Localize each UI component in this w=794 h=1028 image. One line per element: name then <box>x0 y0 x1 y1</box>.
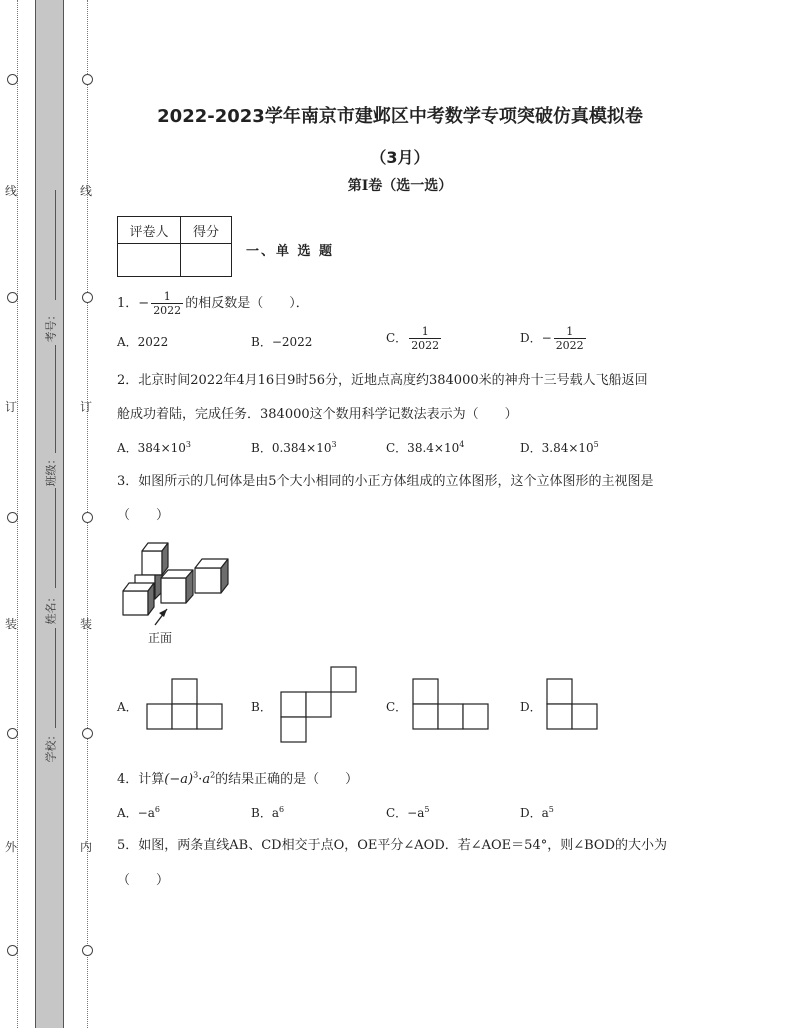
q3-option-a-label[interactable]: A． <box>117 700 138 714</box>
q2-option-c-text: C．38.4×10 <box>386 441 460 455</box>
front-view-label: 正面 <box>148 631 173 645</box>
q2-option-c-exp: 4 <box>459 440 465 449</box>
q2-option-d[interactable] <box>520 439 599 456</box>
q4-exp1: 3 <box>193 770 199 780</box>
binding-char-xian-outer: 线 <box>5 184 18 198</box>
q4-option-b[interactable] <box>251 804 284 821</box>
field-underline-school[interactable] <box>55 628 56 728</box>
binding-char-wai: 外 <box>5 840 18 854</box>
binding-char-zhuang-inner: 装 <box>80 617 93 631</box>
q3-option-d-figure[interactable] <box>545 677 600 732</box>
binding-char-ding-outer: 订 <box>5 400 18 414</box>
q3-option-c-figure[interactable] <box>411 677 491 732</box>
q4-option-d-text: D．a <box>520 806 549 820</box>
field-underline-class[interactable] <box>55 345 56 453</box>
q3-option-d-label[interactable]: D． <box>520 700 542 714</box>
q2-option-b-exp: 3 <box>331 440 337 449</box>
binding-hole <box>82 512 93 523</box>
q1-option-c-den: 2022 <box>411 339 440 352</box>
question-2-line-2: 舱成功着陆，完成任务．384000这个数用科学记数法表示为（ ） <box>117 407 518 422</box>
question-3-line-2: （ ） <box>117 508 170 523</box>
q2-option-b[interactable] <box>251 439 337 456</box>
q1-option-d-den: 2022 <box>555 339 584 352</box>
field-underline-name[interactable] <box>55 488 56 588</box>
q3-option-c-label[interactable]: C． <box>386 700 408 714</box>
question-1 <box>117 290 309 317</box>
question-5-line-2: （ ） <box>117 873 170 888</box>
q4-a2: a <box>202 772 211 787</box>
q4-option-c-text: C．−a <box>386 806 425 820</box>
section-title: 一、单 选 题 <box>246 244 335 259</box>
cube-center-front <box>161 578 186 603</box>
binding-hole <box>82 728 93 739</box>
q1-option-c-label: C． <box>386 331 408 345</box>
q3-option-a-figure[interactable] <box>145 677 225 732</box>
q4-option-d[interactable] <box>520 804 554 821</box>
q1-option-c-num: 1 <box>409 325 441 339</box>
binding-char-ding-inner: 订 <box>80 400 93 414</box>
q4-option-b-exp: 6 <box>278 805 285 814</box>
score-table-grader-cell[interactable] <box>118 244 181 277</box>
q2-option-a[interactable] <box>117 439 191 456</box>
exam-title: 2022-2023学年南京市建邺区中考数学专项突破仿真模拟卷 <box>157 106 643 127</box>
q1-option-b[interactable]: B．−2022 <box>251 335 313 349</box>
binding-char-nei: 内 <box>80 840 93 854</box>
q2-option-a-exp: 3 <box>185 440 191 449</box>
q4-dot: · <box>198 772 203 787</box>
question-2-line-1: 2．北京时间2022年4月16日9时56分，近地点高度约384000米的神舟十三号载人飞船返回 <box>117 373 648 388</box>
q4-option-b-text: B．a <box>251 806 279 820</box>
q4-option-c[interactable] <box>386 804 430 821</box>
q4-expr: (−a) <box>164 772 194 787</box>
binding-char-zhuang-outer: 装 <box>5 617 18 631</box>
cube-top-front <box>142 551 162 575</box>
binding-hole <box>7 945 18 956</box>
q2-option-d-exp: 5 <box>593 440 599 449</box>
field-underline-exam-number[interactable] <box>55 190 56 300</box>
q1-option-d-frac <box>554 325 586 352</box>
q1-stem-suffix: 的相反数是（ ）． <box>185 296 309 311</box>
score-table-header-grader: 评卷人 <box>118 217 181 244</box>
cube-right-front <box>195 568 221 593</box>
binding-char-xian-inner: 线 <box>80 184 93 198</box>
q1-option-a[interactable]: A．2022 <box>117 335 169 349</box>
q2-option-b-text: B．0.384×10 <box>251 441 332 455</box>
exam-subtitle: （3月） <box>370 148 430 167</box>
q2-option-c[interactable] <box>386 439 464 456</box>
score-table-score-cell[interactable] <box>181 244 232 277</box>
q3-cube-figure <box>115 535 245 650</box>
q2-option-a-text: A．384×10 <box>117 441 186 455</box>
q3-option-b-label[interactable]: B． <box>251 700 272 714</box>
field-label-school: 学校： <box>44 729 58 763</box>
q1-option-d-num: 1 <box>554 325 586 339</box>
binding-hole <box>7 728 18 739</box>
q4-option-c-exp: 5 <box>424 805 430 814</box>
q1-option-d-label: D．− <box>520 331 552 345</box>
q1-option-d[interactable] <box>520 325 588 352</box>
q4-option-a-text: A．−a <box>117 806 155 820</box>
score-table <box>117 216 232 277</box>
q1-option-c-frac <box>409 325 441 352</box>
q4-option-a[interactable] <box>117 804 160 821</box>
q1-number: 1． <box>117 296 139 311</box>
question-4 <box>117 768 358 787</box>
binding-hole <box>7 292 18 303</box>
q4-prefix: 4．计算 <box>117 772 165 787</box>
q4-option-a-exp: 6 <box>154 805 160 814</box>
field-label-exam-number: 考号： <box>44 309 58 343</box>
binding-hole <box>82 945 93 956</box>
binding-hole <box>82 74 93 85</box>
q1-frac-den: 2022 <box>153 304 182 317</box>
binding-band-edge-right <box>63 0 64 1028</box>
field-label-name: 姓名： <box>44 591 58 625</box>
binding-hole <box>7 74 18 85</box>
q4-exp2: 2 <box>210 770 216 780</box>
q1-fraction <box>151 290 183 317</box>
q4-suffix: 的结果正确的是（ ） <box>215 772 359 787</box>
question-3-line-1: 3．如图所示的几何体是由5个大小相同的小正方体组成的立体图形，这个立体图形的主视图是 <box>117 474 654 489</box>
score-table-header-score: 得分 <box>181 217 232 244</box>
question-5-line-1: 5．如图，两条直线AB、CD相交于点O，OE平分∠AOD．若∠AOE＝54°，则∠BOD的大小为 <box>117 838 667 853</box>
q3-option-b-figure[interactable] <box>279 665 359 745</box>
q1-option-c[interactable] <box>386 325 443 352</box>
q4-option-d-exp: 5 <box>548 805 554 814</box>
binding-band-edge-left <box>35 0 36 1028</box>
q1-minus: − <box>138 296 150 311</box>
binding-hole <box>82 292 93 303</box>
binding-hole <box>7 512 18 523</box>
q2-option-d-text: D．3.84×10 <box>520 441 594 455</box>
binding-gray-band <box>35 0 63 1028</box>
view-arrow-head <box>159 609 167 617</box>
field-label-class: 班级： <box>44 453 58 487</box>
q1-frac-num: 1 <box>151 290 183 304</box>
part-title: 第I卷（选一选） <box>347 178 453 194</box>
cube-left-front <box>123 591 148 615</box>
